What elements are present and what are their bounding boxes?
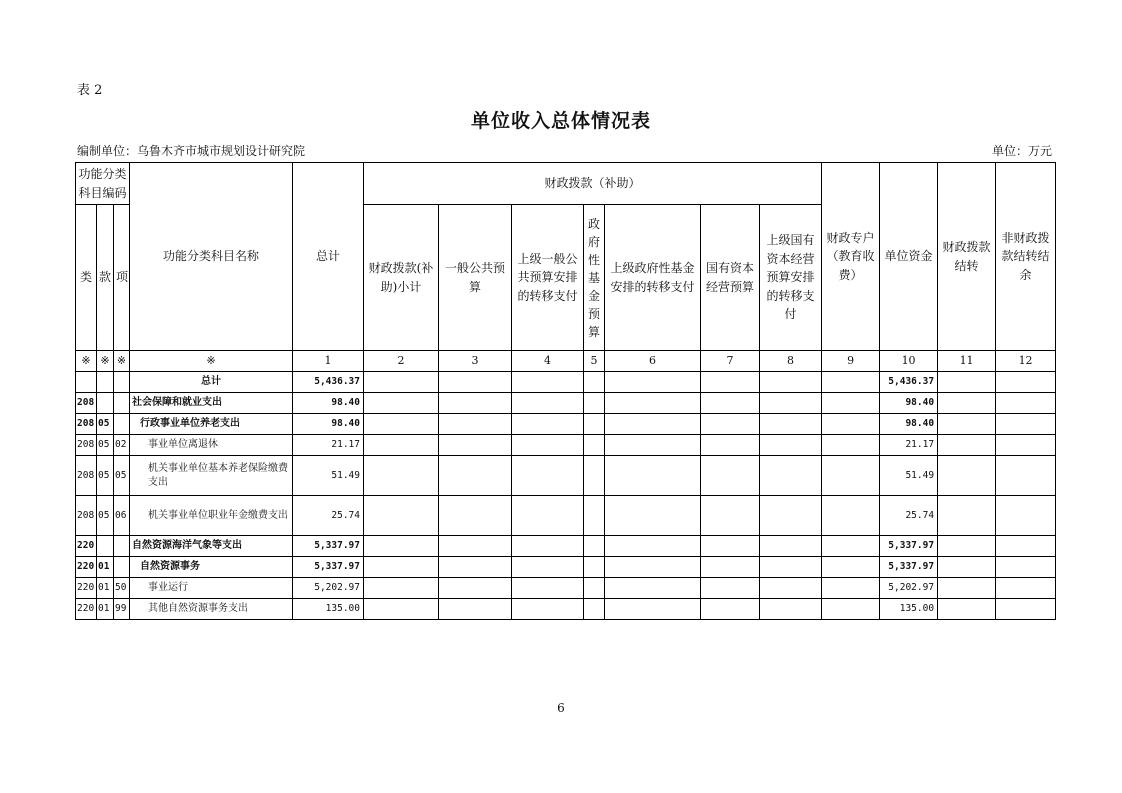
cell-carry-empty bbox=[938, 599, 996, 620]
cell-fiscal-empty bbox=[760, 435, 822, 456]
cell-nonfiscal-empty bbox=[996, 393, 1056, 414]
cell-special-empty bbox=[822, 496, 880, 536]
cell-fiscal-empty bbox=[701, 456, 760, 496]
header-xiang: 项 bbox=[114, 205, 130, 351]
cell-name: 机关事业单位职业年金缴费支出 bbox=[130, 496, 293, 536]
cell-name: 行政事业单位养老支出 bbox=[130, 414, 293, 435]
header-state-capital-budget: 国有资本经营预算 bbox=[701, 205, 760, 351]
cell-unit-funds: 98.40 bbox=[880, 393, 938, 414]
cell-xiang: 02 bbox=[114, 435, 130, 456]
cell-fiscal-empty bbox=[512, 599, 584, 620]
cell-fiscal-empty bbox=[605, 536, 701, 557]
cell-unit-funds: 5,202.97 bbox=[880, 578, 938, 599]
cell-special-empty bbox=[822, 456, 880, 496]
cell-fiscal-empty bbox=[605, 557, 701, 578]
cell-name: 社会保障和就业支出 bbox=[130, 393, 293, 414]
cell-total: 51.49 bbox=[293, 456, 364, 496]
cell-nonfiscal-empty bbox=[996, 599, 1056, 620]
table-row bbox=[76, 496, 1056, 536]
column-index-cell: 8 bbox=[760, 351, 822, 372]
cell-fiscal-empty bbox=[512, 435, 584, 456]
cell-kuan: 05 bbox=[97, 496, 114, 536]
cell-fiscal-empty bbox=[364, 599, 439, 620]
cell-special-empty bbox=[822, 414, 880, 435]
table-row bbox=[76, 536, 1056, 557]
cell-fiscal-empty bbox=[584, 557, 605, 578]
cell-fiscal-empty bbox=[439, 435, 512, 456]
cell-carry-empty bbox=[938, 414, 996, 435]
cell-fiscal-empty bbox=[584, 599, 605, 620]
cell-lei: 208 bbox=[76, 435, 97, 456]
cell-carry-empty bbox=[938, 578, 996, 599]
cell-total: 98.40 bbox=[293, 414, 364, 435]
cell-xiang: 99 bbox=[114, 599, 130, 620]
column-index-cell: 7 bbox=[701, 351, 760, 372]
column-index-cell: 2 bbox=[364, 351, 439, 372]
table-row bbox=[76, 557, 1056, 578]
cell-fiscal-empty bbox=[605, 372, 701, 393]
cell-fiscal-empty bbox=[701, 393, 760, 414]
cell-fiscal-empty bbox=[584, 414, 605, 435]
cell-fiscal-empty bbox=[512, 372, 584, 393]
cell-carry-empty bbox=[938, 557, 996, 578]
cell-fiscal-empty bbox=[760, 599, 822, 620]
cell-fiscal-empty bbox=[364, 414, 439, 435]
cell-fiscal-empty bbox=[760, 496, 822, 536]
cell-name: 总计 bbox=[130, 372, 293, 393]
cell-special-empty bbox=[822, 393, 880, 414]
header-kuan: 款 bbox=[97, 205, 114, 351]
cell-name: 自然资源海洋气象等支出 bbox=[130, 536, 293, 557]
cell-fiscal-empty bbox=[701, 414, 760, 435]
cell-fiscal-empty bbox=[584, 536, 605, 557]
cell-fiscal-empty bbox=[512, 557, 584, 578]
cell-unit-funds: 135.00 bbox=[880, 599, 938, 620]
cell-fiscal-empty bbox=[605, 414, 701, 435]
cell-kuan: 05 bbox=[97, 414, 114, 435]
cell-kuan: 05 bbox=[97, 435, 114, 456]
cell-fiscal-empty bbox=[605, 435, 701, 456]
header-general-budget: 一般公共预算 bbox=[439, 205, 512, 351]
cell-fiscal-empty bbox=[584, 456, 605, 496]
header-upper-state-capital-transfer: 上级国有资本经营预算安排的转移支付 bbox=[760, 205, 822, 351]
amount-unit: 单位：万元 bbox=[991, 144, 1052, 158]
cell-fiscal-empty bbox=[605, 496, 701, 536]
cell-fiscal-empty bbox=[584, 435, 605, 456]
cell-fiscal-empty bbox=[701, 557, 760, 578]
table-row bbox=[76, 435, 1056, 456]
cell-kuan: 01 bbox=[97, 599, 114, 620]
cell-total: 21.17 bbox=[293, 435, 364, 456]
cell-name: 机关事业单位基本养老保险缴费支出 bbox=[130, 456, 293, 496]
cell-fiscal-empty bbox=[605, 599, 701, 620]
cell-total: 5,337.97 bbox=[293, 536, 364, 557]
cell-fiscal-empty bbox=[364, 456, 439, 496]
header-upper-gov-fund-transfer: 上级政府性基金安排的转移支付 bbox=[605, 205, 701, 351]
cell-xiang bbox=[114, 393, 130, 414]
cell-fiscal-empty bbox=[364, 372, 439, 393]
cell-total: 5,337.97 bbox=[293, 557, 364, 578]
cell-name: 事业单位离退休 bbox=[130, 435, 293, 456]
column-index-cell: 3 bbox=[439, 351, 512, 372]
cell-xiang: 50 bbox=[114, 578, 130, 599]
cell-fiscal-empty bbox=[605, 578, 701, 599]
table-body bbox=[76, 351, 1056, 620]
cell-name: 事业运行 bbox=[130, 578, 293, 599]
column-index-cell: 10 bbox=[880, 351, 938, 372]
cell-carry-empty bbox=[938, 496, 996, 536]
cell-nonfiscal-empty bbox=[996, 372, 1056, 393]
cell-fiscal-empty bbox=[364, 496, 439, 536]
cell-fiscal-empty bbox=[584, 372, 605, 393]
header-fiscal-group: 财政拨款（补助） bbox=[364, 163, 822, 205]
cell-fiscal-empty bbox=[584, 496, 605, 536]
cell-name: 其他自然资源事务支出 bbox=[130, 599, 293, 620]
column-index-cell: ※ bbox=[76, 351, 97, 372]
header-lei: 类 bbox=[76, 205, 97, 351]
cell-unit-funds: 25.74 bbox=[880, 496, 938, 536]
cell-special-empty bbox=[822, 372, 880, 393]
cell-fiscal-empty bbox=[605, 393, 701, 414]
header-upper-general-transfer: 上级一般公共预算安排的转移支付 bbox=[512, 205, 584, 351]
cell-lei: 208 bbox=[76, 496, 97, 536]
cell-fiscal-empty bbox=[760, 372, 822, 393]
cell-nonfiscal-empty bbox=[996, 536, 1056, 557]
header-fiscal-subtotal: 财政拨款(补助)小计 bbox=[364, 205, 439, 351]
cell-kuan bbox=[97, 393, 114, 414]
cell-special-empty bbox=[822, 536, 880, 557]
column-index-cell: 4 bbox=[512, 351, 584, 372]
column-index-cell: 1 bbox=[293, 351, 364, 372]
cell-fiscal-empty bbox=[439, 599, 512, 620]
cell-fiscal-empty bbox=[439, 372, 512, 393]
cell-unit-funds: 21.17 bbox=[880, 435, 938, 456]
cell-fiscal-empty bbox=[701, 372, 760, 393]
cell-fiscal-empty bbox=[512, 496, 584, 536]
cell-fiscal-empty bbox=[364, 578, 439, 599]
cell-lei: 220 bbox=[76, 578, 97, 599]
cell-special-empty bbox=[822, 435, 880, 456]
header-gov-fund-budget: 政府性基金预算 bbox=[584, 205, 605, 351]
cell-nonfiscal-empty bbox=[996, 435, 1056, 456]
cell-fiscal-empty bbox=[701, 496, 760, 536]
cell-kuan: 01 bbox=[97, 578, 114, 599]
table-number: 表 2 bbox=[77, 83, 103, 98]
cell-fiscal-empty bbox=[701, 599, 760, 620]
cell-fiscal-empty bbox=[584, 578, 605, 599]
table-row bbox=[76, 578, 1056, 599]
cell-carry-empty bbox=[938, 372, 996, 393]
income-table bbox=[75, 162, 1056, 620]
cell-xiang: 05 bbox=[114, 456, 130, 496]
table-row bbox=[76, 372, 1056, 393]
cell-fiscal-empty bbox=[760, 557, 822, 578]
cell-carry-empty bbox=[938, 393, 996, 414]
cell-fiscal-empty bbox=[364, 536, 439, 557]
cell-lei: 220 bbox=[76, 599, 97, 620]
cell-fiscal-empty bbox=[439, 578, 512, 599]
cell-fiscal-empty bbox=[512, 456, 584, 496]
cell-kuan bbox=[97, 536, 114, 557]
page-title: 单位收入总体情况表 bbox=[470, 110, 651, 132]
cell-total: 135.00 bbox=[293, 599, 364, 620]
cell-fiscal-empty bbox=[512, 414, 584, 435]
cell-lei: 208 bbox=[76, 414, 97, 435]
cell-fiscal-empty bbox=[439, 557, 512, 578]
cell-special-empty bbox=[822, 557, 880, 578]
compiling-unit: 编制单位：乌鲁木齐市城市规划设计研究院 bbox=[77, 144, 306, 158]
cell-fiscal-empty bbox=[364, 435, 439, 456]
cell-kuan: 01 bbox=[97, 557, 114, 578]
column-index-cell: 12 bbox=[996, 351, 1056, 372]
cell-fiscal-empty bbox=[512, 578, 584, 599]
column-index-cell: 11 bbox=[938, 351, 996, 372]
header-total: 总计 bbox=[293, 163, 364, 351]
cell-fiscal-empty bbox=[760, 414, 822, 435]
cell-fiscal-empty bbox=[512, 536, 584, 557]
cell-fiscal-empty bbox=[364, 557, 439, 578]
cell-nonfiscal-empty bbox=[996, 578, 1056, 599]
cell-fiscal-empty bbox=[605, 456, 701, 496]
cell-lei: 208 bbox=[76, 393, 97, 414]
cell-unit-funds: 5,337.97 bbox=[880, 536, 938, 557]
cell-nonfiscal-empty bbox=[996, 496, 1056, 536]
cell-fiscal-empty bbox=[364, 393, 439, 414]
cell-special-empty bbox=[822, 578, 880, 599]
cell-fiscal-empty bbox=[760, 456, 822, 496]
table-row bbox=[76, 456, 1056, 496]
cell-xiang bbox=[114, 557, 130, 578]
cell-fiscal-empty bbox=[701, 435, 760, 456]
cell-carry-empty bbox=[938, 435, 996, 456]
table-row bbox=[76, 599, 1056, 620]
cell-fiscal-empty bbox=[439, 456, 512, 496]
column-index-cell: 9 bbox=[822, 351, 880, 372]
cell-fiscal-empty bbox=[760, 536, 822, 557]
cell-lei: 208 bbox=[76, 456, 97, 496]
cell-xiang bbox=[114, 536, 130, 557]
cell-fiscal-empty bbox=[760, 578, 822, 599]
column-index-cell: 5 bbox=[584, 351, 605, 372]
cell-total: 25.74 bbox=[293, 496, 364, 536]
table-row bbox=[76, 414, 1056, 435]
cell-fiscal-empty bbox=[701, 536, 760, 557]
column-index-row bbox=[76, 351, 1056, 372]
column-index-cell: 6 bbox=[605, 351, 701, 372]
cell-fiscal-empty bbox=[439, 414, 512, 435]
cell-unit-funds: 5,337.97 bbox=[880, 557, 938, 578]
cell-lei bbox=[76, 372, 97, 393]
column-index-cell: ※ bbox=[97, 351, 114, 372]
cell-name: 自然资源事务 bbox=[130, 557, 293, 578]
cell-nonfiscal-empty bbox=[996, 557, 1056, 578]
cell-carry-empty bbox=[938, 456, 996, 496]
cell-nonfiscal-empty bbox=[996, 456, 1056, 496]
cell-kuan bbox=[97, 372, 114, 393]
cell-lei: 220 bbox=[76, 536, 97, 557]
cell-fiscal-empty bbox=[701, 578, 760, 599]
cell-kuan: 05 bbox=[97, 456, 114, 496]
cell-fiscal-empty bbox=[439, 536, 512, 557]
cell-total: 98.40 bbox=[293, 393, 364, 414]
header-fiscal-carry: 财政拨款结转 bbox=[938, 163, 996, 351]
cell-unit-funds: 51.49 bbox=[880, 456, 938, 496]
cell-unit-funds: 5,436.37 bbox=[880, 372, 938, 393]
cell-lei: 220 bbox=[76, 557, 97, 578]
cell-carry-empty bbox=[938, 536, 996, 557]
cell-fiscal-empty bbox=[439, 496, 512, 536]
cell-xiang: 06 bbox=[114, 496, 130, 536]
header-special-account: 财政专户（教育收费） bbox=[822, 163, 880, 351]
cell-fiscal-empty bbox=[512, 393, 584, 414]
page-number: 6 bbox=[557, 701, 565, 715]
table-header bbox=[76, 163, 1056, 351]
cell-total: 5,436.37 bbox=[293, 372, 364, 393]
header-name: 功能分类科目名称 bbox=[130, 163, 293, 351]
cell-nonfiscal-empty bbox=[996, 414, 1056, 435]
cell-fiscal-empty bbox=[760, 393, 822, 414]
header-nonfiscal-carry: 非财政拨款结转结余 bbox=[996, 163, 1056, 351]
cell-fiscal-empty bbox=[439, 393, 512, 414]
column-index-cell: ※ bbox=[130, 351, 293, 372]
cell-xiang bbox=[114, 372, 130, 393]
table-row bbox=[76, 393, 1056, 414]
header-unit-funds: 单位资金 bbox=[880, 163, 938, 351]
cell-unit-funds: 98.40 bbox=[880, 414, 938, 435]
cell-xiang bbox=[114, 414, 130, 435]
cell-special-empty bbox=[822, 599, 880, 620]
header-code-group: 功能分类科目编码 bbox=[76, 163, 130, 205]
column-index-cell: ※ bbox=[114, 351, 130, 372]
cell-fiscal-empty bbox=[584, 393, 605, 414]
cell-total: 5,202.97 bbox=[293, 578, 364, 599]
